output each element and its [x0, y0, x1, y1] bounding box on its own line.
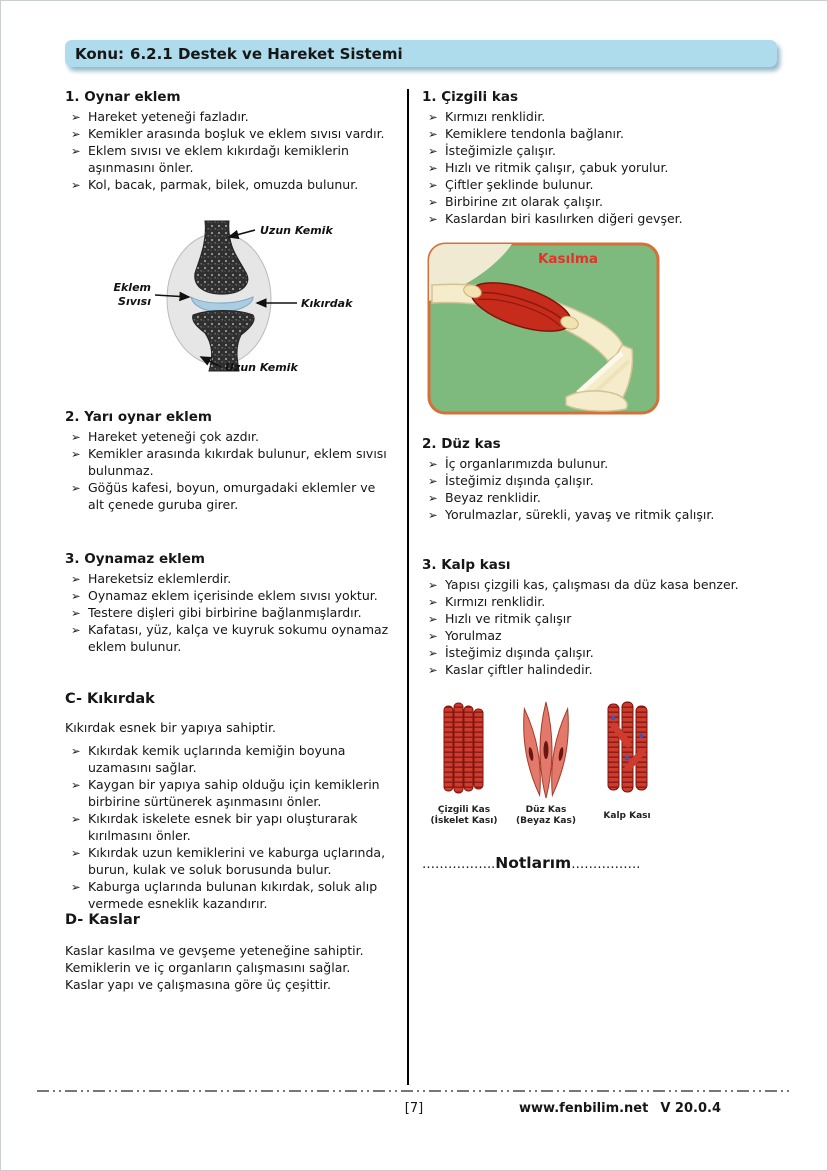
list-item: ➢ Testere dişleri gibi birbirine bağlanmışlardır.	[71, 604, 395, 621]
topic-label: Konu:	[75, 44, 125, 63]
section-kalp-kasi	[422, 557, 779, 678]
section-title: D- Kaslar	[65, 912, 140, 928]
page-number: [7]	[404, 1101, 424, 1116]
list-item: Kemiklerin ve iç organların çalışmasını sağlar.	[65, 960, 351, 975]
section-title: 1. Çizgili kas	[422, 89, 518, 105]
striated-muscle-illustration	[444, 703, 483, 793]
section-title: 3. Oynamaz eklem	[65, 551, 205, 567]
section-oynamaz-eklem	[65, 551, 395, 655]
list-item: ➢ Kaygan bir yapıya sahip olduğu için kemiklerin birbirine sürtünerek aşınmasını önler.	[71, 776, 395, 810]
list-item: ➢ Kemiklere tendonla bağlanır.	[428, 125, 779, 142]
knee-label-right: Kıkırdak	[301, 297, 353, 310]
bullet-list	[65, 742, 395, 912]
notes-dots-right: …………….	[571, 857, 641, 872]
section-cizgili-kas	[422, 89, 779, 227]
list-item: ➢ Kırmızı renklidir.	[428, 593, 779, 610]
list-item: ➢ Kırmızı renklidir.	[428, 108, 779, 125]
section-title: 2. Düz kas	[422, 436, 501, 452]
list-item: ➢ Beyaz renklidir.	[428, 489, 779, 506]
muscle-types-figure	[426, 698, 666, 842]
kasilma-label: Kasılma	[537, 251, 599, 267]
right-column	[409, 89, 779, 1085]
footer-site	[519, 1101, 721, 1116]
smooth-label-line2: (Beyaz Kas)	[516, 816, 576, 826]
list-item: ➢ Birbirine zıt olarak çalışır.	[428, 193, 779, 210]
cardiac-muscle-illustration	[608, 702, 647, 792]
knee-label-bottom: Uzun Kemik	[225, 361, 298, 374]
version-label: V 20.0.4	[660, 1101, 721, 1116]
list-item: ➢ Oynamaz eklem içerisinde eklem sıvısı yoktur.	[71, 587, 395, 604]
list-item: ➢ Hareket yeteneği fazladır.	[71, 108, 395, 125]
smooth-muscle-illustration	[518, 702, 573, 798]
striated-label-line1: Çizgili Kas	[437, 805, 491, 815]
section-title: 1. Oynar eklem	[65, 89, 181, 105]
list-item: ➢ İsteğimizle çalışır.	[428, 142, 779, 159]
knee-joint-svg	[105, 217, 355, 377]
notes-dots-left: ……………..	[422, 857, 496, 872]
list-item: Kaslar yapı ve çalışmasına göre üç çeşittir.	[65, 977, 331, 992]
site-url: www.fenbilim.net	[519, 1101, 649, 1116]
list-item: ➢ Çiftler şeklinde bulunur.	[428, 176, 779, 193]
section-yari-oynar-eklem	[65, 409, 395, 513]
list-item: ➢ Yapısı çizgili kas, çalışması da düz kasa benzer.	[428, 576, 779, 593]
arm-muscle-svg	[426, 241, 661, 416]
arm-muscle-figure	[426, 241, 661, 420]
list-item: ➢ Yorulmaz	[428, 627, 779, 644]
notes-label: Notlarım	[495, 854, 572, 872]
list-item: ➢ Hızlı ve ritmik çalışır	[428, 610, 779, 627]
list-item: ➢ İsteğimiz dışında çalışır.	[428, 644, 779, 661]
kikirdak-intro: Kıkırdak esnek bir yapıya sahiptir.	[65, 720, 276, 735]
list-item: ➢ Hareketsiz eklemlerdir.	[71, 570, 395, 587]
topic-title: 6.2.1 Destek ve Hareket Sistemi	[130, 44, 403, 63]
list-item: ➢ İsteğimiz dışında çalışır.	[428, 472, 779, 489]
list-item: ➢ Kıkırdak kemik uçlarında kemiğin boyuna uzamasını sağlar.	[71, 742, 395, 776]
section-duz-kas	[422, 436, 779, 523]
notes-heading	[422, 854, 779, 872]
section-kaslar	[65, 912, 395, 993]
smooth-label-line1: Düz Kas	[525, 805, 567, 815]
page-footer	[1, 1101, 827, 1121]
striated-label-line2: (İskelet Kası)	[430, 816, 498, 826]
knee-joint-figure	[105, 217, 355, 381]
bullet-list	[65, 108, 395, 193]
list-item: ➢ İç organlarımızda bulunur.	[428, 455, 779, 472]
two-column-layout	[65, 89, 779, 1085]
list-item: Kaslar kasılma ve gevşeme yeteneğine sahiptir.	[65, 943, 364, 958]
bullet-list	[422, 576, 779, 678]
list-item: ➢ Kaslar çiftler halindedir.	[428, 661, 779, 678]
bullet-list	[65, 570, 395, 655]
list-item: ➢ Kaburga uçlarında bulunan kıkırdak, soluk alıp vermede esneklik kazandırır.	[71, 878, 395, 912]
bullet-list	[422, 455, 779, 523]
knee-label-left-line1: Eklem	[113, 281, 151, 294]
section-title: 2. Yarı oynar eklem	[65, 409, 212, 425]
bullet-list	[422, 108, 779, 227]
list-item: ➢ Kıkırdak uzun kemiklerini ve kaburga uçlarında, burun, kulak ve soluk borusunda bulur.	[71, 844, 395, 878]
list-item: ➢ Kıkırdak iskelete esnek bir yapı oluşturarak kırılmasını önler.	[71, 810, 395, 844]
list-item: ➢ Kemikler arasında boşluk ve eklem sıvısı vardır.	[71, 125, 395, 142]
list-item: ➢ Eklem sıvısı ve eklem kıkırdağı kemiklerin aşınmasını önler.	[71, 142, 395, 176]
list-item: ➢ Kol, bacak, parmak, bilek, omuzda bulunur.	[71, 176, 395, 193]
bullet-list	[65, 428, 395, 513]
muscle-types-svg	[426, 698, 666, 838]
knee-label-top: Uzun Kemik	[260, 224, 333, 237]
list-item: ➢ Hızlı ve ritmik çalışır, çabuk yorulur.	[428, 159, 779, 176]
section-kikirdak	[65, 691, 395, 912]
list-item: ➢ Yorulmazlar, sürekli, yavaş ve ritmik çalışır.	[428, 506, 779, 523]
list-item: ➢ Göğüs kafesi, boyun, omurgadaki eklemler ve alt çenede guruba girer.	[71, 479, 395, 513]
paragraph-lines	[65, 942, 395, 993]
section-title: C- Kıkırdak	[65, 691, 155, 707]
topic-bar	[65, 40, 777, 67]
section-title: 3. Kalp kası	[422, 557, 511, 573]
left-column	[65, 89, 407, 1085]
footer-divider	[37, 1090, 791, 1092]
list-item: ➢ Hareket yeteneği çok azdır.	[71, 428, 395, 445]
list-item: ➢ Kaslardan biri kasılırken diğeri gevşer.	[428, 210, 779, 227]
cardiac-label-line1: Kalp Kası	[603, 811, 651, 821]
list-item: ➢ Kafatası, yüz, kalça ve kuyruk sokumu oynamaz eklem bulunur.	[71, 621, 395, 655]
knee-label-left-line2: Sıvısı	[118, 295, 151, 308]
list-item: ➢ Kemikler arasında kıkırdak bulunur, eklem sıvısı bulunmaz.	[71, 445, 395, 479]
section-oynar-eklem	[65, 89, 395, 193]
